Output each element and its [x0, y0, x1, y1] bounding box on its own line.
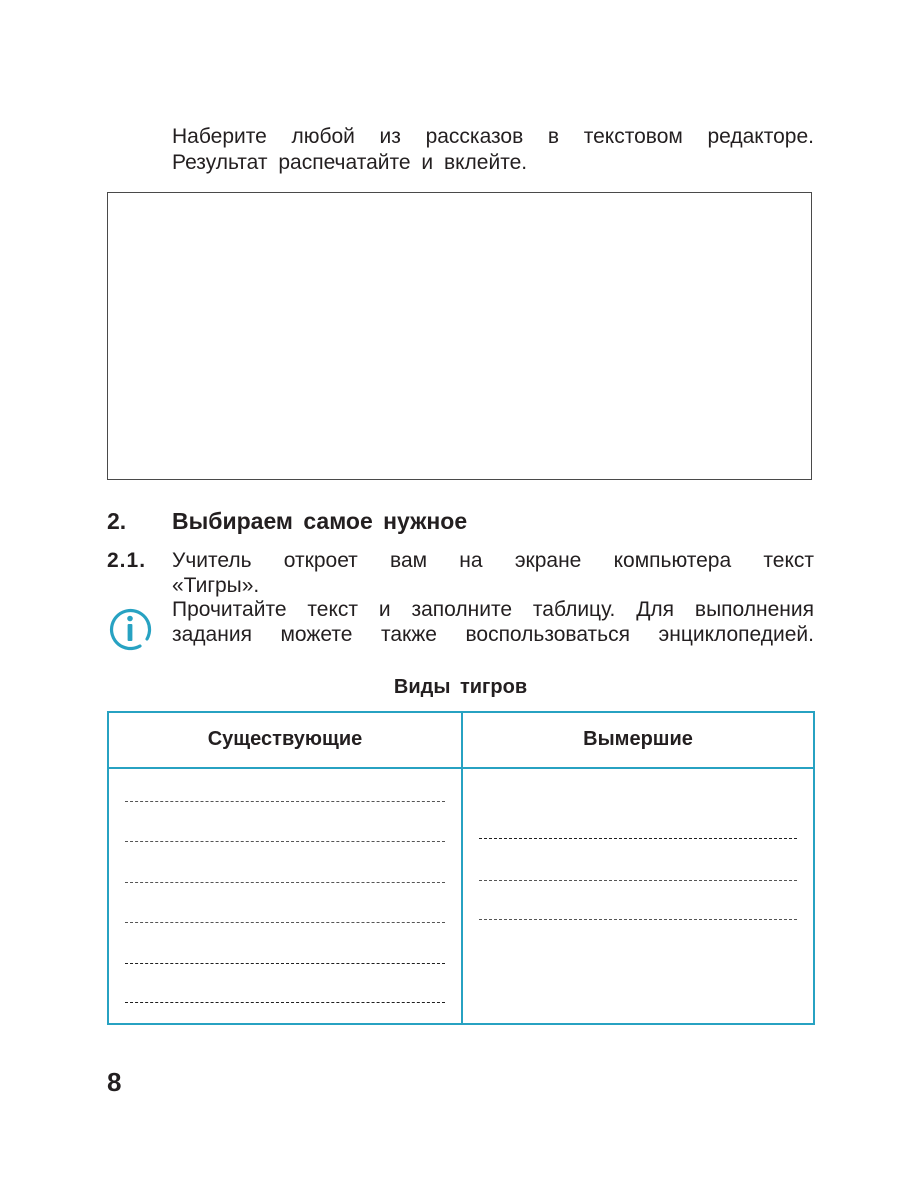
- table-title: Виды тигров: [393, 676, 528, 698]
- answer-line[interactable]: [125, 841, 445, 842]
- task-line-4: задания можете также воспользоваться энциклопедией.: [172, 622, 814, 646]
- intro-instruction: [172, 124, 814, 176]
- answer-line[interactable]: [479, 838, 797, 839]
- paste-area-box: [107, 192, 812, 480]
- intro-line-2: Результат распечатайте и вклейте.: [172, 151, 528, 174]
- section-title: Выбираем самое нужное: [172, 508, 468, 534]
- answer-line[interactable]: [479, 919, 797, 920]
- answer-line[interactable]: [125, 801, 445, 802]
- intro-line-1: Наберите любой из рассказов в текстовом редакторе.: [172, 125, 814, 148]
- task-line-1: Учитель откроет вам на экране компьютера текст: [172, 549, 814, 572]
- answer-line[interactable]: [125, 882, 445, 883]
- answer-line[interactable]: [125, 963, 445, 964]
- column-divider: [461, 713, 463, 1023]
- answer-line[interactable]: [125, 1002, 445, 1003]
- column-header-extinct: Вымершие: [583, 728, 693, 750]
- task-line-2: «Тигры».: [172, 573, 260, 597]
- task-line-3: Прочитайте текст и заполните таблицу. Для выполнения: [172, 598, 814, 621]
- column-header-existing: Существующие: [207, 728, 363, 750]
- tiger-species-table: [107, 711, 815, 1025]
- answer-line[interactable]: [479, 880, 797, 881]
- header-divider: [109, 767, 813, 769]
- section-number: 2.: [107, 508, 127, 534]
- task-text: [172, 549, 814, 647]
- answer-line[interactable]: [125, 922, 445, 923]
- task-number: 2.1.: [107, 549, 147, 572]
- info-icon: [107, 606, 153, 652]
- page-number: 8: [107, 1067, 122, 1097]
